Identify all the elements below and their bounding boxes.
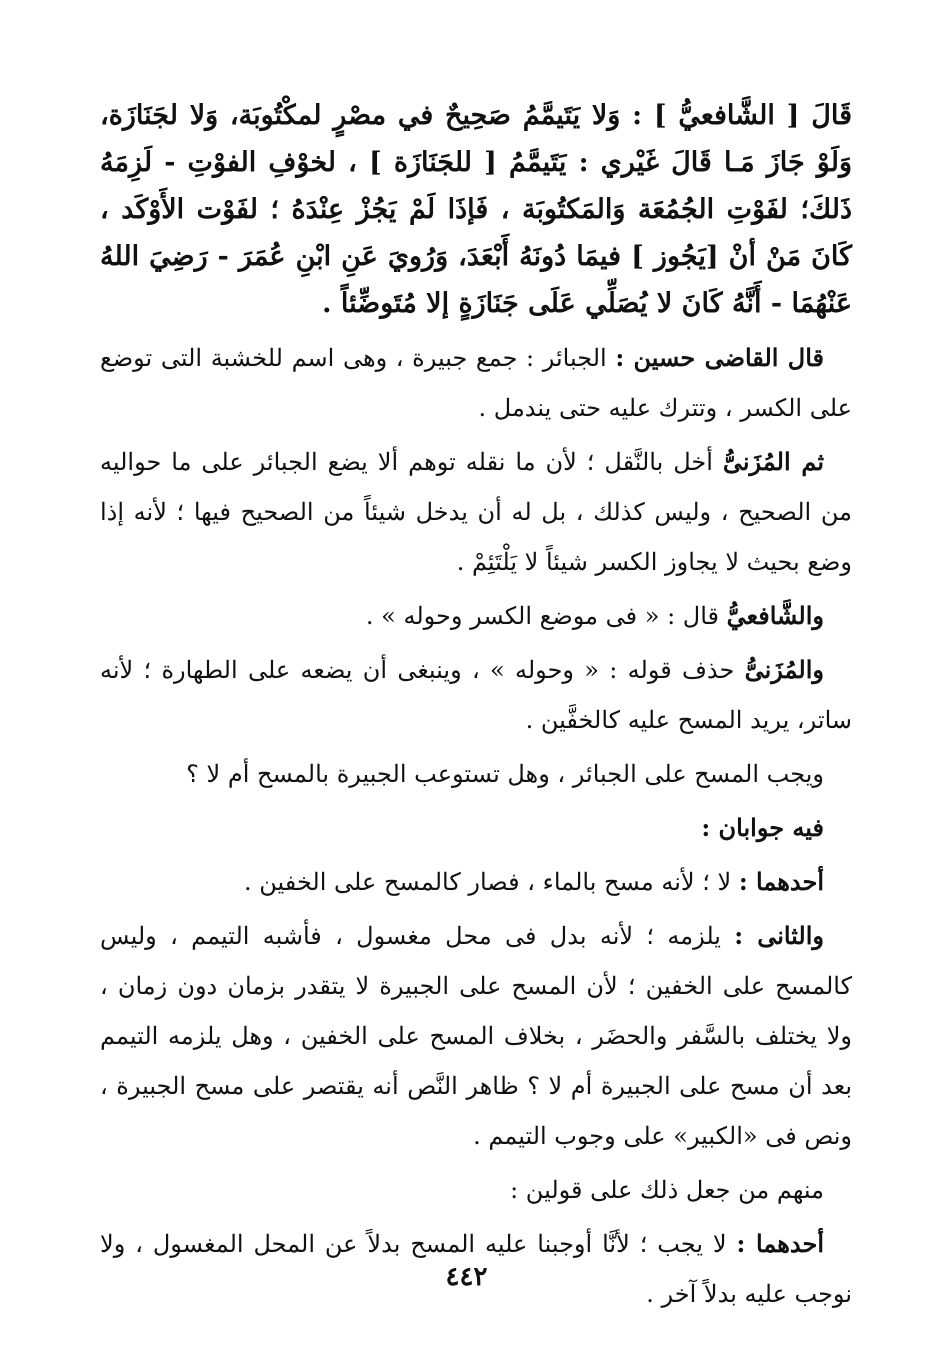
paragraph-label: والشَّافعيُّ (726, 601, 824, 630)
page-number: ٤٤٢ (445, 1262, 488, 1292)
paragraph-shafii-qawl (100, 591, 852, 641)
paragraph-muzani-naql (100, 437, 852, 587)
paragraph-text: منهم من جعل ذلك على قولين : (510, 1176, 824, 1204)
paragraph-first-answer (100, 857, 852, 907)
paragraph-text: حذف قوله : « وحوله » ، وينبغى أن يضعه على الطهارة ؛ لأنه ساتر، يريد المسح عليه كالخفَّين . (100, 656, 852, 734)
paragraph-text: الجبائر : جمع جبيرة ، وهى اسم للخشبة التى توضع على الكسر ، وتترك عليه حتى يندمل . (100, 344, 852, 422)
answers-heading: فيه جوابان : (701, 813, 824, 842)
paragraph-label: والمُزَنىُّ (744, 655, 824, 684)
matn-paragraph: قَالَ [ الشَّافعيُّ ] : وَلا يَتَيمَّمُ صَحِيحٌ في مصْرٍ لمكْتُوبَة، وَلا لجَنَازَة، وَلَوْ جَازَ مَـا قَالَ غَيْري : يَتَيمَّمُ [ للجَنَازَة ] ، لخوْفِ الفوْتِ - لَزِمَهُ ذَلكَ؛ لفَوْتِ الجُمُعَة وَالمَكتُوبَة ، فَإذَا لَمْ يَجُزْ عِنْدَهُ ؛ لفَوْت الأَوْكَد ، كَانَ مَنْ أنْ [يَجُوز ] فيمَا دُونَهُ أَبْعَدَ، وَرُويَ عَنِ ابْنِ عُمَرَ - رَضِيَ اللهُ عَنْهُمَا - أَنَّهُ كَانَ لا يُصَلِّي عَلَى جَنَازَةٍ إلا مُتَوضِّئاً . (100, 100, 852, 319)
paragraph-text: أخل بالنَّقل ؛ لأن ما نقله توهم ألا يضع الجبائر على ما حواليه من الصحيح ، وليس كذلك ، بل له أن يدخل شيئاً من الصحيح فيها ؛ لأنه إذا وضع بحيث لا يجاوز الكسر شيئاً لا يَلْتَئِمْ . (100, 448, 852, 576)
paragraph-second-answer (100, 911, 852, 1161)
paragraph-two-opinions (100, 1165, 852, 1215)
paragraph-label: قال القاضى حسين : (615, 343, 824, 372)
paragraph-text: لا ؛ لأنه مسح بالماء ، فصار كالمسح على الخفين . (244, 868, 739, 896)
paragraph-qadi-husayn (100, 333, 852, 433)
paragraph-question (100, 749, 852, 799)
paragraph-text: قال : « فى موضع الكسر وحوله » . (365, 602, 727, 630)
paragraph-muzani-hadhf (100, 645, 852, 745)
paragraph-text: لا يجب ؛ لأنَّا أوجبنا عليه المسح بدلاً عن المحل المغسول ، ولا نوجب عليه بدلاً آخر . (100, 1230, 852, 1308)
paragraph-label: أحدهما : (738, 867, 824, 896)
paragraph-label: أحدهما : (736, 1229, 824, 1258)
paragraph-label: والثانى : (734, 921, 824, 950)
page-body (100, 92, 852, 1323)
paragraph-text: ويجب المسح على الجبائر ، وهل تستوعب الجبيرة بالمسح أم لا ؟ (186, 760, 824, 788)
paragraph-text: يلزمه ؛ لأنه بدل فى محل مغسول ، فأشبه التيمم ، وليس كالمسح على الخفين ؛ لأن المسح على الجبيرة لا يتقدر بزمان دون زمان ، ولا يختلف بالسَّفر والحضَر ، بخلاف المسح على الخفين ، وهل يلزمه التيمم بعد أن مسح على الجبيرة أم لا ؟ ظاهر النَّص أنه يقتصر على مسح الجبيرة ، ونص فى «الكبير» على وجوب التيمم . (100, 922, 852, 1150)
paragraph-label: ثم المُزَنىُّ (722, 447, 824, 476)
